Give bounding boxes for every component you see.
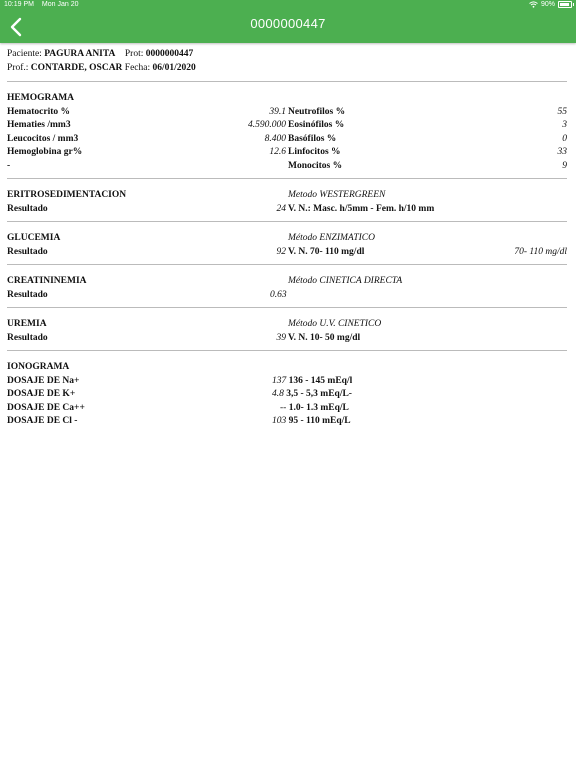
app-header <box>0 0 576 43</box>
method-text: Método CINETICA DIRECTA <box>288 276 403 286</box>
report-content <box>0 43 576 434</box>
patient-name: PAGURA ANITA <box>44 49 116 59</box>
method-text: Método ENZIMATICO <box>288 233 375 243</box>
professional-name: CONTARDE, OSCAR <box>30 62 123 73</box>
status-left <box>4 1 85 8</box>
table-row: Resultado 24 V. N.: Masc. h/5mm - Fem. h/10 mm <box>7 203 435 214</box>
section-title: CREATININEMIA <box>7 276 87 286</box>
battery-icon <box>558 1 572 8</box>
table-row: - Monocitos % 9 <box>7 160 567 171</box>
section-title: ERITROSEDIMENTACION <box>7 190 127 200</box>
report-date: 06/01/2020 <box>152 62 196 73</box>
table-row: Hematocrito % 39.1 Neutrofilos % 55 <box>7 106 567 117</box>
table-row: Resultado 92 V. N. 70- 110 mg/dl 70- 110 mg/dl <box>7 246 567 257</box>
table-row: DOSAJE DE Ca++ -- 1.0- 1.3 mEq/L <box>7 402 349 413</box>
battery-fill <box>560 3 569 6</box>
table-row: DOSAJE DE Na+ 137 136 - 145 mEq/l <box>7 375 353 386</box>
protocol-number: 0000000447 <box>145 49 194 59</box>
table-row: DOSAJE DE Cl - 103 95 - 110 mEq/L <box>7 416 351 426</box>
table-row: Leucocitos / mm3 8.400 Basófilos % 0 <box>7 133 567 144</box>
table-row: Hemoglobina gr% 12.6 Linfocitos % 33 <box>7 147 567 157</box>
patient-info <box>0 43 576 81</box>
glucemia-section <box>0 222 576 264</box>
section-title: UREMIA <box>7 319 47 329</box>
method-text: Método U.V. CINETICO <box>288 319 382 329</box>
status-time: 10:19 PM <box>4 1 34 8</box>
wifi-icon <box>529 1 538 8</box>
hemograma-section <box>0 82 576 178</box>
creatininemia-section <box>0 265 576 307</box>
eritro-section <box>0 179 576 221</box>
section-title: GLUCEMIA <box>7 233 61 243</box>
battery-percent: 90% <box>540 1 555 8</box>
table-row: Resultado 0.63 <box>7 289 287 300</box>
professional-line: Prof.: CONTARDE, OSCAR Fecha: 06/01/2020 <box>7 62 196 73</box>
table-row: Hematies /mm3 4.590.000 Eosinófilos % 3 <box>7 120 567 130</box>
section-title: HEMOGRAMA <box>7 93 75 103</box>
patient-line: Paciente: PAGURA ANITA Prot: 0000000447 <box>7 49 194 59</box>
section-title: IONOGRAMA <box>7 362 70 372</box>
table-row: Resultado 39 V. N. 10- 50 mg/dl <box>7 332 361 343</box>
status-right <box>529 1 572 8</box>
status-bar <box>0 0 576 11</box>
ionograma-section <box>0 351 576 434</box>
page-title: 0000000447 <box>250 16 326 31</box>
method-text: Metodo WESTERGREEN <box>288 190 386 200</box>
table-row: DOSAJE DE K+ 4.8 3,5 - 5,3 mEq/L- <box>7 389 352 399</box>
uremia-section <box>0 308 576 350</box>
status-date: Mon Jan 20 <box>41 1 79 8</box>
